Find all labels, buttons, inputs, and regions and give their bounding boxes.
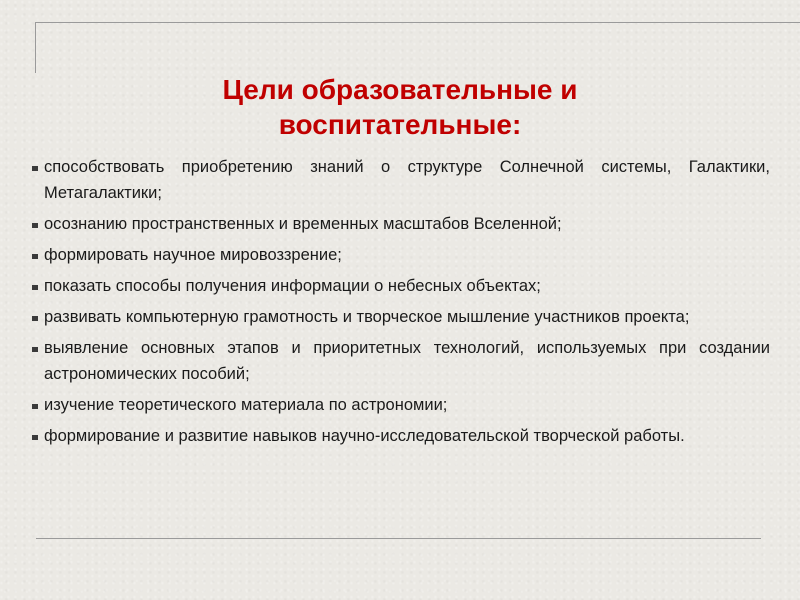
square-bullet-icon — [32, 347, 38, 352]
square-bullet-icon — [32, 435, 38, 440]
square-bullet-icon — [32, 166, 38, 171]
square-bullet-icon — [32, 223, 38, 228]
list-item-text: выявление основных этапов и приоритетных технологий, используемых при создании астрономических пособий; — [44, 339, 770, 383]
list-item — [30, 335, 770, 387]
frame-line-left — [35, 22, 36, 73]
list-item — [30, 273, 770, 299]
list-item-text: развивать компьютерную грамотность и творческое мышление участников проекта; — [44, 308, 690, 326]
list-item-text: формировать научное мировоззрение; — [44, 246, 342, 264]
list-item-text: изучение теоретического материала по астрономии; — [44, 396, 448, 414]
list-item — [30, 423, 770, 449]
list-item — [30, 392, 770, 418]
goals-list — [30, 154, 770, 454]
square-bullet-icon — [32, 404, 38, 409]
square-bullet-icon — [32, 254, 38, 259]
list-item — [30, 211, 770, 237]
slide-title — [100, 72, 700, 142]
frame-line-bottom — [36, 538, 761, 539]
list-item — [30, 304, 770, 330]
slide-title-line2: воспитательные: — [278, 109, 522, 140]
list-item-text: способствовать приобретению знаний о структуре Солнечной системы, Галактики, Метагалактики; — [44, 158, 770, 202]
square-bullet-icon — [32, 285, 38, 290]
list-item-text: осознанию пространственных и временных масштабов Вселенной; — [44, 215, 562, 233]
list-item-text: формирование и развитие навыков научно-исследовательской творческой работы. — [44, 427, 685, 445]
list-item — [30, 242, 770, 268]
frame-line-top — [35, 22, 800, 23]
slide-title-line1: Цели образовательные и — [222, 74, 578, 105]
list-item — [30, 154, 770, 206]
list-item-text: показать способы получения информации о небесных объектах; — [44, 277, 541, 295]
square-bullet-icon — [32, 316, 38, 321]
